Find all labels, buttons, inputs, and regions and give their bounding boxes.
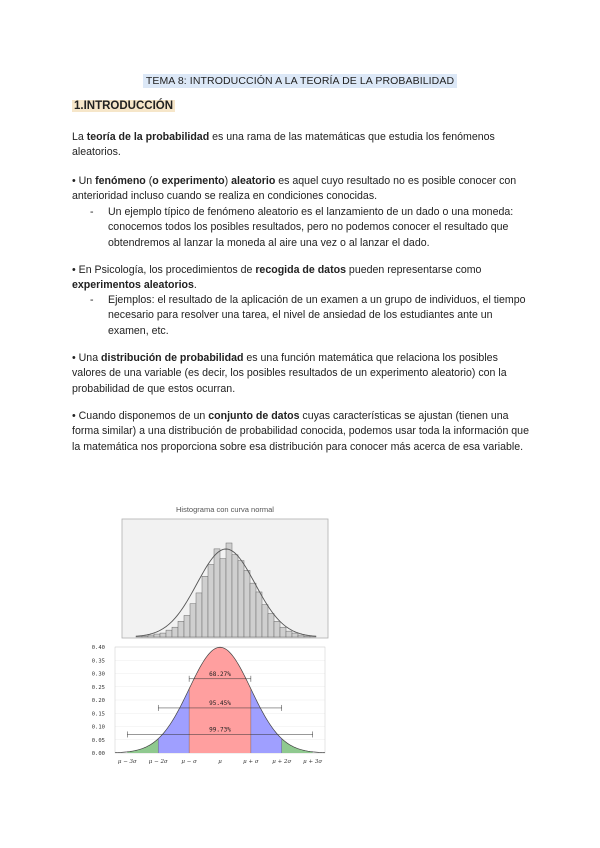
histogram-bar xyxy=(274,621,280,637)
paragraph-teoria: La teoría de la probabilidad es una rama de las matemáticas que estudia los fenómenos aleatorios. xyxy=(72,131,495,159)
paragraph-fenomeno: • Un fenómeno (o experimento) aleatorio es aquel cuyo resultado no es posible conocer con anterioridad incluso cuando se realiza en condiciones conocidas. xyxy=(72,175,517,203)
y-tick-label: 0.30 xyxy=(91,671,105,678)
histogram-title: Histograma con curva normal xyxy=(176,505,274,514)
interval-percent-label: 68.27% xyxy=(209,670,231,678)
histogram-bar xyxy=(250,583,256,637)
histogram-bar xyxy=(160,633,166,637)
x-tick-label: μ − 2σ xyxy=(148,759,168,765)
paragraph-conjunto-datos: • Cuando disponemos de un conjunto de datos cuyas características se ajustan (tienen una forma similar) a una distribución de probabilidad conocida, podemos usar toda la información que la matemática nos proporciona sobre esa distribución para conocer más acerca de esa variable. xyxy=(72,410,529,453)
y-tick-label: 0.20 xyxy=(91,698,105,704)
interval-percent-label: 95.45% xyxy=(209,699,231,707)
histogram-bar xyxy=(304,636,310,637)
paragraph-psicologia: • En Psicología, los procedimientos de recogida de datos pueden representarse como experimentos aleatorios. xyxy=(72,264,482,292)
histogram-bar xyxy=(244,570,250,637)
histogram-bar xyxy=(196,593,202,637)
histogram-bar xyxy=(148,635,154,637)
histogram-bar xyxy=(202,576,208,637)
histogram-bar xyxy=(220,559,226,637)
x-tick-label: μ + 3σ xyxy=(303,759,323,765)
paragraph-distribucion: • Una distribución de probabilidad es una función matemática que relaciona los posibles valores de una variable (es decir, los posibles resultados de un experimento aleatorio) con la probabilidad de que estos ocurran. xyxy=(72,352,507,395)
histogram-bar xyxy=(166,630,172,637)
bullet-dash-ejemplos-examen: - Ejemplos: el resultado de la aplicación de un examen a un grupo de individuos, el tiempo necesario para resolver una tarea, el nivel de ansiedad de los estudiantes ante un examen, etc. xyxy=(90,294,526,337)
histogram-bar xyxy=(190,604,196,637)
histogram-bar xyxy=(142,636,148,637)
histogram-bar xyxy=(184,615,190,637)
histogram-bar xyxy=(238,561,244,637)
x-tick-label: μ + 2σ xyxy=(272,759,292,765)
histogram-bar xyxy=(280,627,286,637)
histogram-bar xyxy=(286,631,292,637)
histogram-bar xyxy=(154,634,160,637)
y-tick-label: 0.05 xyxy=(91,737,105,744)
histogram-bar xyxy=(256,592,262,637)
x-tick-label: μ − σ xyxy=(181,759,197,765)
histogram-bar xyxy=(292,633,298,637)
y-tick-label: 0.00 xyxy=(91,751,105,757)
histogram-bar xyxy=(208,565,214,637)
histogram-bar xyxy=(232,555,238,637)
histogram-bar xyxy=(262,605,268,637)
x-tick-label: μ + σ xyxy=(243,759,259,765)
histogram-bar xyxy=(178,621,184,637)
bullet-dash-ejemplo-dado: - Un ejemplo típico de fenómeno aleatorio es el lanzamiento de un dado o una moneda: conocemos todos los posibles resultados, pero no podemos conocer el resultado que obtendremos al lanzar la moneda al aire una vez o al lanzar el dado. xyxy=(90,206,514,249)
histogram-bar xyxy=(298,635,304,637)
histogram-bar xyxy=(268,614,274,638)
y-tick-label: 0.25 xyxy=(91,684,105,691)
y-tick-label: 0.15 xyxy=(91,711,105,718)
y-tick-label: 0.35 xyxy=(91,658,105,665)
document-title: TEMA 8: INTRODUCCIÓN A LA TEORÍA DE LA PROBABILIDAD xyxy=(0,71,600,89)
histogram-bar xyxy=(214,549,220,637)
interval-percent-label: 99.73% xyxy=(209,726,231,734)
y-tick-label: 0.10 xyxy=(91,724,105,731)
histogram-bar xyxy=(172,627,178,637)
section-heading-introduccion: 1.INTRODUCCIÓN xyxy=(74,100,174,112)
x-tick-label: μ xyxy=(218,759,222,765)
histogram-bar xyxy=(226,543,232,637)
y-tick-label: 0.40 xyxy=(91,645,105,651)
x-tick-label: μ − 3σ xyxy=(117,759,137,765)
histogram-chart xyxy=(121,501,329,639)
normal-distribution-chart xyxy=(87,643,333,771)
